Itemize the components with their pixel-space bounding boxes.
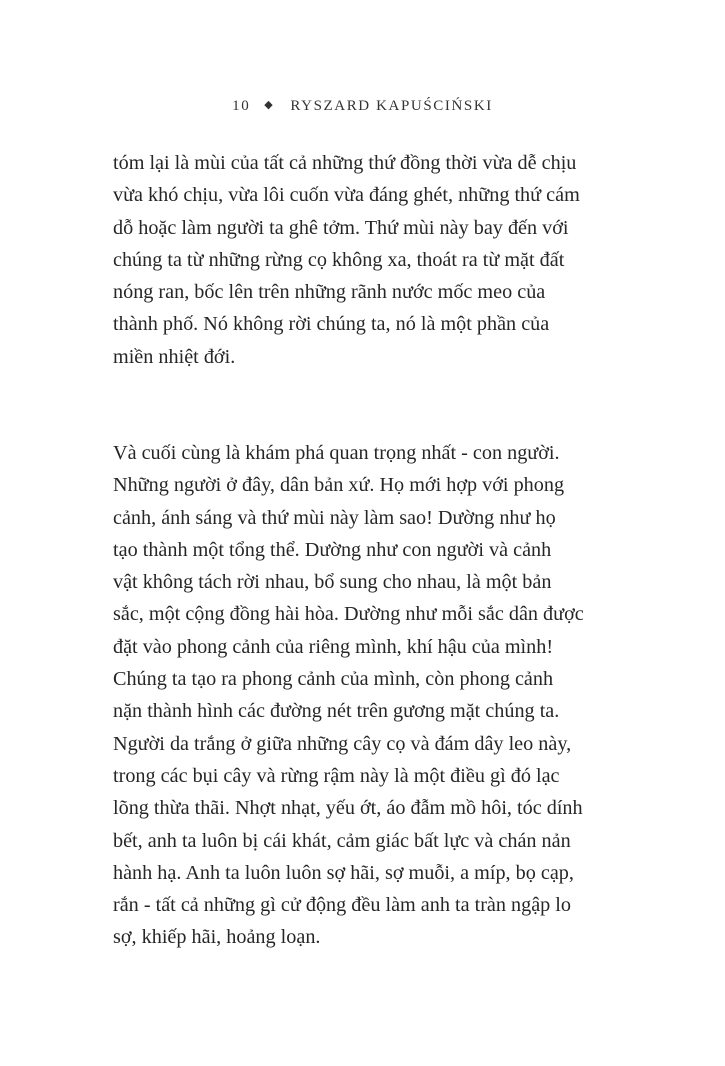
paragraph-1: [113, 147, 625, 373]
paragraph-2: [113, 437, 625, 954]
text-line: sợ, khiếp hãi, hoảng loạn.: [113, 926, 321, 949]
text-line: thành phố. Nó không rời chúng ta, nó là một phần của: [113, 313, 550, 336]
author-name: RYSZARD KAPUŚCIŃSKI: [290, 98, 493, 114]
text-line: cảnh, ánh sáng và thứ mùi này làm sao! Dường như họ: [113, 506, 556, 529]
text-line: miền nhiệt đới.: [113, 345, 236, 368]
text-line: Người da trắng ở giữa những cây cọ và đám dây leo này,: [113, 732, 572, 755]
running-header: [0, 98, 725, 115]
text-line: tóm lại là mùi của tất cả những thứ đồng thời vừa dễ chịu: [113, 152, 577, 174]
text-line: dỗ hoặc làm người ta ghê tởm. Thứ mùi này bay đến với: [113, 216, 569, 239]
text-line: vừa khó chịu, vừa lôi cuốn vừa đáng ghét, những thứ cám: [113, 184, 580, 207]
text-line: Và cuối cùng là khám phá quan trọng nhất - con người.: [113, 442, 560, 464]
text-line: chúng ta từ những rừng cọ không xa, thoát ra từ mặt đất: [113, 248, 565, 271]
text-line: Chúng ta tạo ra phong cảnh của mình, còn phong cảnh: [113, 668, 554, 691]
text-line: đặt vào phong cảnh của riêng mình, khí hậu của mình!: [113, 635, 554, 658]
page-number: 10: [232, 98, 251, 114]
diamond-separator-icon: ◆: [264, 99, 275, 111]
text-line: trong các bụi cây và rừng rậm này là một điều gì đó lạc: [113, 764, 560, 787]
text-line: hành hạ. Anh ta luôn luôn sợ hãi, sợ muỗi, a míp, bọ cạp,: [113, 861, 574, 884]
text-line: Những người ở đây, dân bản xứ. Họ mới hợp với phong: [113, 474, 565, 497]
text-line: vật không tách rời nhau, bổ sung cho nhau, là một bản: [113, 571, 552, 594]
text-line: tạo thành một tổng thể. Dường như con người và cảnh: [113, 538, 552, 561]
text-line: rắn - tất cả những gì cử động đều làm anh ta tràn ngập lo: [113, 894, 572, 917]
text-line: sắc, một cộng đồng hài hòa. Dường như mỗi sắc dân được: [113, 603, 584, 626]
text-line: nặn thành hình các đường nét trên gương mặt chúng ta.: [113, 700, 560, 723]
text-line: nóng ran, bốc lên trên những rãnh nước mốc meo của: [113, 281, 546, 304]
text-line: bết, anh ta luôn bị cái khát, cảm giác bất lực và chán nản: [113, 829, 571, 852]
text-line: lõng thừa thãi. Nhợt nhạt, yếu ớt, áo đẫm mồ hôi, tóc dính: [113, 797, 583, 820]
